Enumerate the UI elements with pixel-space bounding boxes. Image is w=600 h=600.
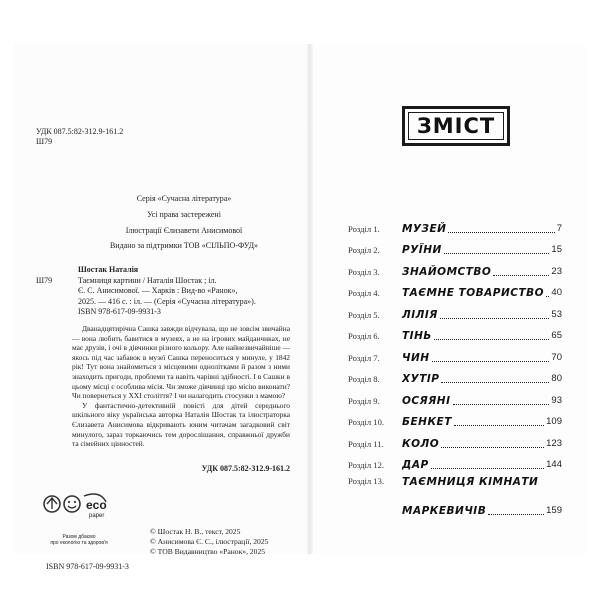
catalog-isbn: ISBN 978-617-09-9931-3 — [78, 307, 161, 316]
copyright-publisher: © ТОВ Видавництво «Ранок», 2025 — [150, 547, 266, 556]
isbn-bottom: ISBN 978-617-09-9931-3 — [46, 562, 129, 571]
toc-page-number: 23 — [551, 266, 562, 277]
toc-chapter-number: Розділ 9. — [348, 396, 380, 406]
toc-leader-dots — [488, 513, 544, 515]
toc-page-number: 7 — [556, 223, 562, 234]
toc-leader-dots — [453, 403, 550, 405]
toc-chapter-title: РУЇНИ — [402, 244, 442, 256]
support-line: Видано за підтримки ТОВ «СІЛЬПО-ФУД» — [109, 241, 259, 250]
toc-page-number: 65 — [551, 330, 562, 341]
toc-entry — [348, 218, 562, 235]
toc-entry — [348, 261, 562, 278]
contents-heading: ЗМІСТ — [408, 112, 504, 140]
toc-leader-dots — [440, 317, 550, 319]
eco-caption-line-2: про екологію та здоров'я — [50, 540, 108, 546]
toc-leader-dots — [546, 295, 549, 297]
toc-chapter-number: Розділ 4. — [348, 288, 380, 298]
toc-leader-dots — [431, 467, 544, 469]
toc-leader-dots — [454, 424, 544, 426]
eco-paper-logo — [42, 492, 116, 532]
eco-caption — [42, 534, 116, 546]
toc-chapter-title: ЗНАЙОМСТВО — [402, 266, 492, 278]
toc-chapter-title: КОЛО — [402, 438, 440, 450]
toc-leader-dots — [493, 274, 549, 276]
toc-chapter-number: Розділ 6. — [348, 331, 380, 341]
toc-chapter-number: Розділ 5. — [348, 310, 380, 320]
catalog-row — [36, 276, 288, 287]
toc-entry — [348, 433, 562, 450]
illustrations-line: Ілюстрації Єлизавети Анисимової — [125, 226, 243, 235]
toc-leader-dots — [432, 360, 550, 362]
author-sign-top: Ш79 — [36, 137, 53, 146]
toc-chapter-number: Розділ 7. — [348, 353, 380, 363]
toc-chapter-number: Розділ 8. — [348, 374, 380, 384]
toc-chapter-title-continuation: МАРКЕВИЧІВ — [402, 505, 487, 517]
toc-page-number: 144 — [546, 459, 562, 470]
toc-page-number: 80 — [551, 373, 562, 384]
toc-chapter-title: ТАЄМНЕ ТОВАРИСТВО — [402, 287, 545, 299]
contents-content — [310, 44, 586, 554]
udk-code-top: УДК 087.5:82-312.9-161.2 — [36, 127, 124, 136]
toc-chapter-title: ЧИН — [402, 352, 430, 364]
catalog-code: Ш79 — [36, 275, 53, 285]
contents-heading-frame — [402, 106, 510, 146]
toc-chapter-number: Розділ 11. — [348, 439, 384, 449]
catalog-line-2: Є. С. Анисимової. — Харків : Вид-во «Ранок», — [78, 286, 238, 295]
toc-chapter-title: МУЗЕЙ — [402, 223, 447, 235]
toc-leader-dots — [434, 338, 550, 340]
toc-entry — [348, 411, 562, 428]
toc-entry — [348, 390, 562, 407]
toc-chapter-title: ТАЄМНИЦЯ КІМНАТИ — [402, 476, 539, 488]
toc-chapter-title: БЕНКЕТ — [402, 416, 452, 428]
smile-icon — [64, 496, 80, 512]
toc-page-number: 109 — [546, 416, 562, 427]
annotation-paragraph-1: Дванадцятирічна Сашка завжди відчувала, що не зовсім звичайна — вона любить бавитися в музеях, а не на ігрових майданчиках, не має друзів, і очі в дівчинки різного кольору. Але найнезвичайніше — якось під час забавок в музеї Сашка переноситься у минуле, у 1842 рік! Тут вона знайомиться з місцевими однолітками й разом з ними знаходить пригоди, проблеми та навіть чарівні здібності. І в Сашки в цьому місці є особлива місія. Чи зможе дівчинці цю місію виконати? Чи повернеться у ХХІ століття? І чи налагодить стосунки з мамою? — [72, 324, 290, 401]
toc-entry — [348, 454, 562, 471]
toc-page-number: 159 — [546, 505, 562, 516]
rights-line: Усі права застережені — [147, 210, 221, 219]
toc-entry — [348, 325, 562, 342]
recycle-icon — [44, 496, 60, 512]
toc-page-number: 70 — [551, 352, 562, 363]
series-line: Серія «Сучасна література» — [136, 194, 232, 203]
toc-entry — [348, 368, 562, 385]
toc-chapter-title: ХУТІР — [402, 373, 440, 385]
author-name: Шостак Наталія — [78, 265, 139, 274]
toc-entry — [348, 239, 562, 256]
eco-caption-line-1: Разом дбаємо — [62, 534, 96, 540]
toc-page-number: 15 — [551, 244, 562, 255]
toc-chapter-title: ДАР — [402, 459, 429, 471]
copyright-illustrations: © Анисимова Є. С., ілюстрації, 2025 — [150, 537, 269, 546]
toc-chapter-title: ЛІЛІЯ — [402, 309, 438, 321]
copyright-text: © Шостак Н. В., текст, 2025 — [150, 527, 241, 536]
toc-page-number: 93 — [551, 395, 562, 406]
toc-entry — [348, 304, 562, 321]
toc-chapter-number: Розділ 13. — [348, 476, 385, 486]
toc-chapter-number: Розділ 3. — [348, 267, 380, 277]
udk-code-bottom: УДК 087.5:82-312.9-161.2 — [201, 464, 290, 473]
toc-leader-dots — [448, 231, 554, 233]
toc-chapter-number: Розділ 2. — [348, 245, 380, 255]
toc-page-number: 123 — [546, 438, 562, 449]
toc-entry — [348, 347, 562, 364]
catalog-record — [36, 265, 288, 318]
toc-leader-dots — [441, 446, 544, 448]
toc-entry — [348, 470, 562, 502]
book-spread — [14, 44, 586, 571]
toc-chapter-number: Розділ 10. — [348, 417, 385, 427]
toc-leader-dots — [441, 381, 549, 383]
toc-entry-continuation — [348, 500, 562, 517]
toc-chapter-number: Розділ 1. — [348, 224, 380, 234]
toc-chapter-number: Розділ 12. — [348, 460, 385, 470]
toc-leader-dots — [444, 252, 550, 254]
toc-entry — [348, 282, 562, 299]
catalog-line-3: 2025. — 416 с. : іл. — (Серія «Сучасна література»). — [78, 296, 256, 306]
annotation-paragraph-2: У фантастично-детективній повісті для дітей середнього шкільного віку українська авторка Наталія Шостак та ілюстраторка Єлизавета Анисимова відкривають юним читачам загадковий світ минулого, зараз торкаючись тем дорослішання, справжньої дружби та сімейних цінностей. — [72, 400, 290, 449]
catalog-line-1: Таємниця картини / Наталія Шостак ; іл. — [78, 275, 217, 285]
toc-chapter-title: ТІНЬ — [402, 330, 432, 342]
eco-sub: paper — [89, 513, 105, 519]
book-annotation — [72, 324, 290, 449]
toc-chapter-title: ОСЯЯНІ — [402, 395, 451, 407]
eco-brand: eco — [86, 498, 107, 512]
copyright-block — [150, 527, 268, 557]
toc-page-number: 40 — [551, 287, 562, 298]
toc-page-number: 53 — [551, 309, 562, 320]
